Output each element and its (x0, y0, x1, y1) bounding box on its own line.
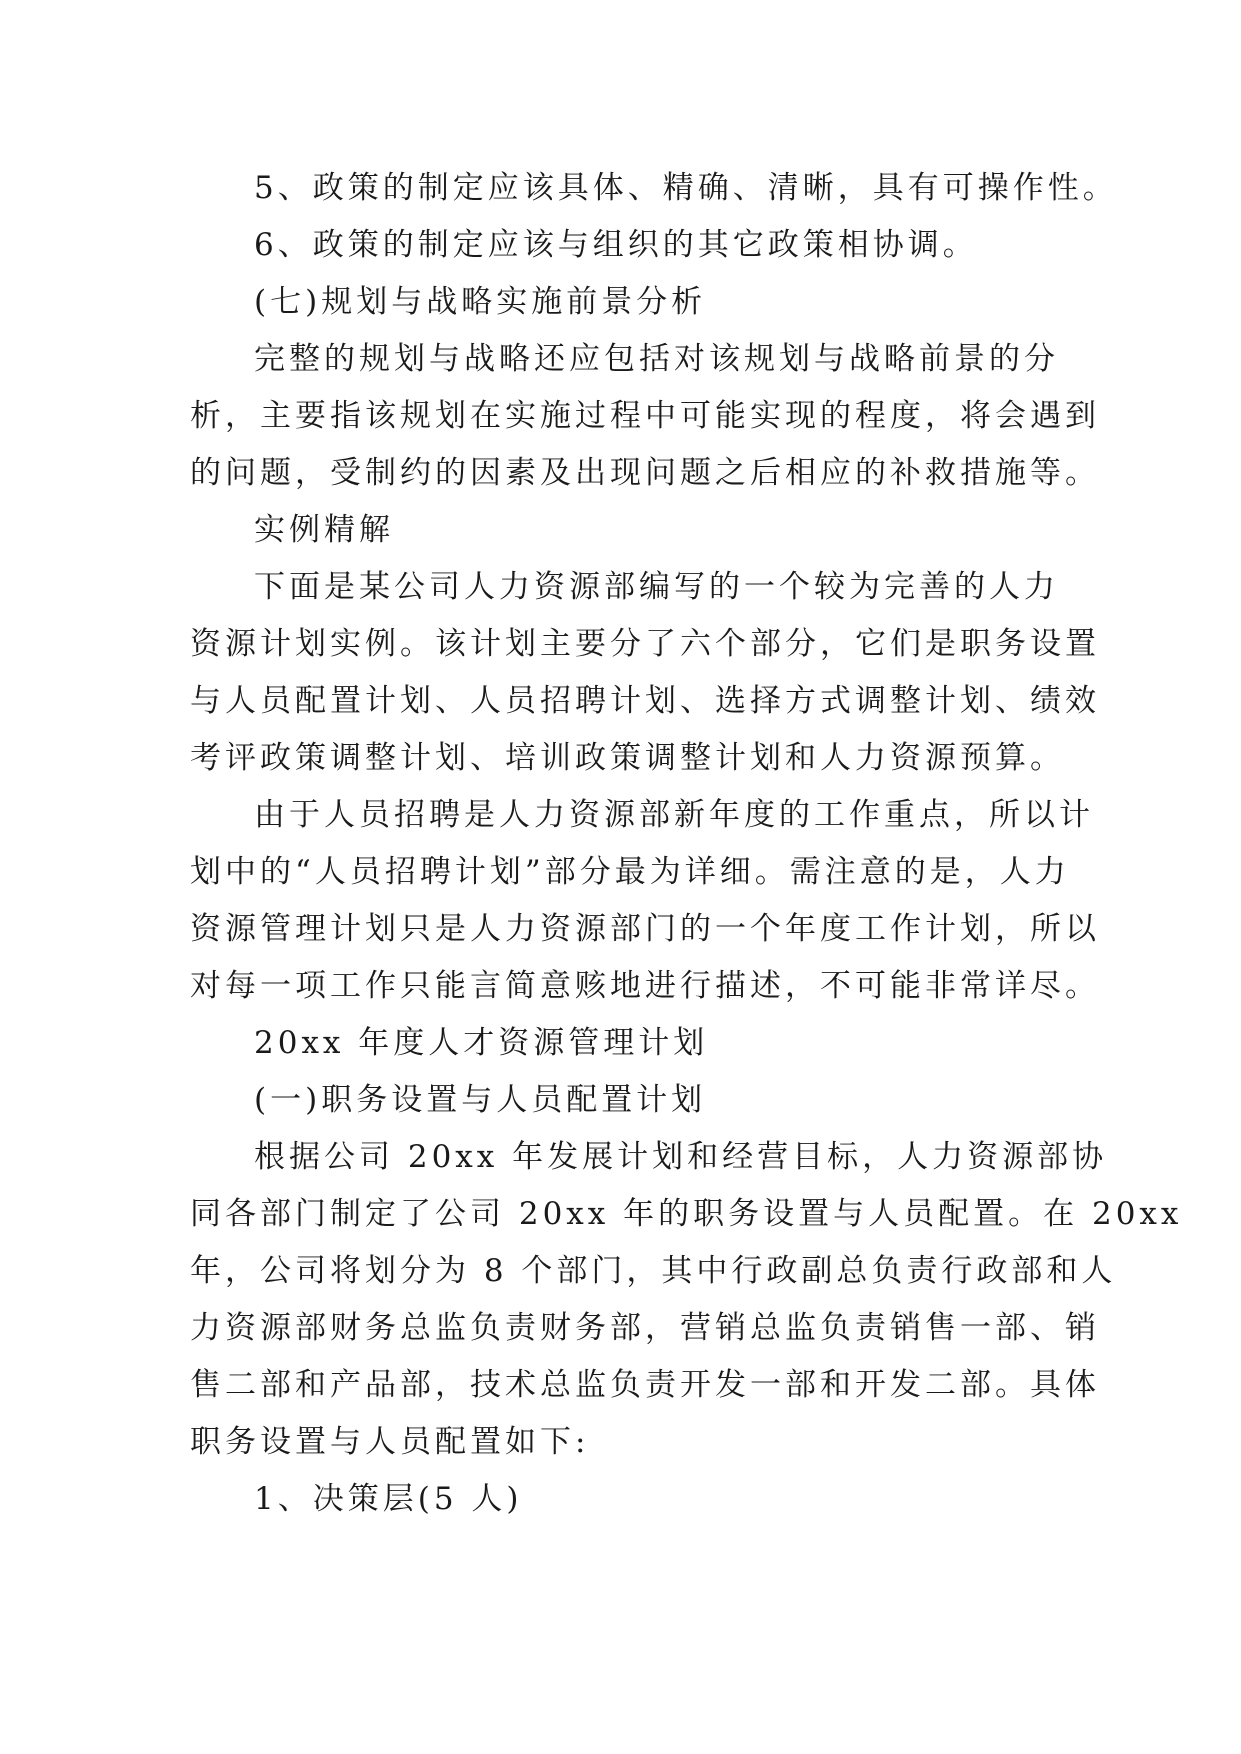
section-heading: (七)规划与战略实施前景分析 (254, 284, 707, 320)
text-line: 与人员配置计划、人员招聘计划、选择方式调整计划、绩效 (190, 683, 1100, 719)
text-line: 售二部和产品部，技术总监负责开发一部和开发二部。具体 (190, 1367, 1100, 1403)
document-body (190, 160, 1183, 1528)
text-line: 资源计划实例。该计划主要分了六个部分，它们是职务设置 (190, 626, 1100, 662)
text-line: 年，公司将划分为 8 个部门，其中行政副总负责行政部和人 (190, 1253, 1117, 1289)
text-line: 5、政策的制定应该具体、精确、清晰，具有可操作性。 (254, 170, 1118, 206)
text-line: 划中的“人员招聘计划”部分最为详细。需注意的是，人力 (190, 854, 1070, 890)
text-line: 根据公司 20xx 年发展计划和经营目标，人力资源部协 (254, 1139, 1108, 1175)
text-line: 对每一项工作只能言简意赅地进行描述，不可能非常详尽。 (190, 968, 1100, 1004)
text-line: 力资源部财务总监负责财务部，营销总监负责销售一部、销 (190, 1310, 1100, 1346)
section-heading: (一)职务设置与人员配置计划 (254, 1082, 707, 1118)
text-line: 析，主要指该规划在实施过程中可能实现的程度，将会遇到 (190, 398, 1100, 434)
text-line: 6、政策的制定应该与组织的其它政策相协调。 (254, 227, 978, 263)
list-item: 1、决策层(5 人) (254, 1481, 523, 1517)
text-line: 考评政策调整计划、培训政策调整计划和人力资源预算。 (190, 740, 1065, 776)
section-heading: 实例精解 (254, 512, 394, 548)
text-line: 的问题，受制约的因素及出现问题之后相应的补救措施等。 (190, 455, 1100, 491)
document-title: 20xx 年度人才资源管理计划 (254, 1025, 709, 1061)
text-line: 资源管理计划只是人力资源部门的一个年度工作计划，所以 (190, 911, 1100, 947)
text-line: 职务设置与人员配置如下: (190, 1424, 590, 1460)
text-line: 下面是某公司人力资源部编写的一个较为完善的人力 (254, 569, 1059, 605)
text-line: 同各部门制定了公司 20xx 年的职务设置与人员配置。在 20xx (190, 1196, 1183, 1232)
text-line: 完整的规划与战略还应包括对该规划与战略前景的分 (254, 341, 1059, 377)
text-line: 由于人员招聘是人力资源部新年度的工作重点，所以计 (254, 797, 1094, 833)
